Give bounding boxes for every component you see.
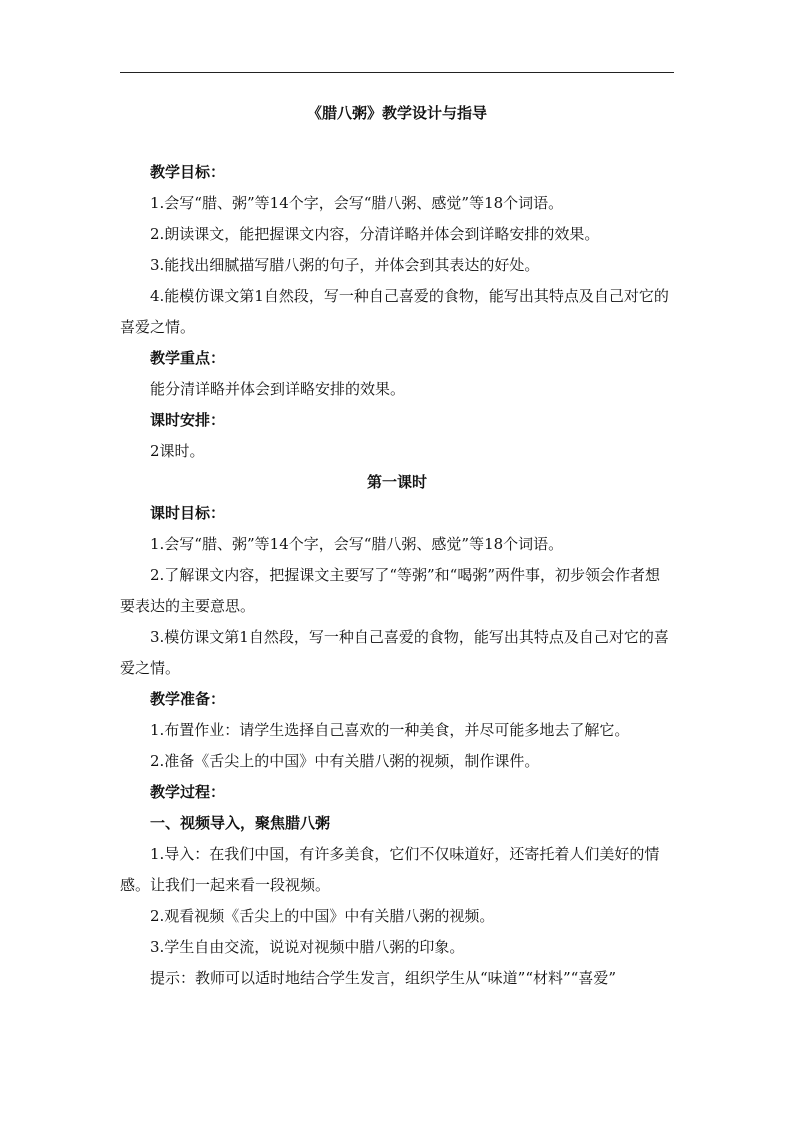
section-heading: 教学过程：: [150, 783, 226, 801]
paragraph-list: [120, 157, 674, 994]
section-heading: 教学重点：: [150, 349, 226, 367]
paragraph: 1.布置作业：请学生选择自己喜欢的一种美食，并尽可能多地去了解它。: [150, 721, 630, 739]
paragraph: 能分清详略并体会到详略安排的效果。: [150, 380, 406, 398]
paragraph: 1.导入：在我们中国，有许多美食，它们不仅味道好，还寄托着人们美好的情感。让我们一起来看一段视频。: [120, 845, 660, 894]
paragraph: 2.准备《舌尖上的中国》中有关腊八粥的视频，制作课件。: [150, 752, 540, 770]
section-heading: 第一课时: [366, 473, 427, 491]
document-body: [120, 96, 674, 994]
document-title: 《腊八粥》教学设计与指导: [306, 104, 487, 122]
paragraph: 3.能找出细腻描写腊八粥的句子，并体会到其表达的好处。: [150, 256, 540, 274]
section-heading: 一、视频导入，聚焦腊八粥: [150, 814, 331, 832]
paragraph: 4.能模仿课文第1自然段，写一种自己喜爱的食物，能写出其特点及自己对它的喜爱之情。: [120, 287, 669, 336]
paragraph: 2课时。: [150, 442, 205, 460]
paragraph: 2.观看视频《舌尖上的中国》中有关腊八粥的视频。: [150, 907, 495, 925]
paragraph: 2.朗读课文，能把握课文内容，分清详略并体会到详略安排的效果。: [150, 225, 600, 243]
header-rule: [120, 72, 674, 73]
section-heading: 教学准备：: [150, 690, 226, 708]
paragraph: 1.会写“腊、粥”等14个字，会写“腊八粥、感觉”等18个词语。: [150, 194, 564, 212]
section-heading: 教学目标：: [150, 163, 226, 181]
paragraph: 3.学生自由交流，说说对视频中腊八粥的印象。: [150, 938, 465, 956]
paragraph: 3.模仿课文第1自然段，写一种自己喜爱的食物，能写出其特点及自己对它的喜爱之情。: [120, 628, 669, 677]
paragraph: 1.会写“腊、粥”等14个字，会写“腊八粥、感觉”等18个词语。: [150, 535, 564, 553]
section-heading: 课时目标：: [150, 504, 226, 522]
paragraph: 提示：教师可以适时地结合学生发言，组织学生从“味道”“材料”“喜爱”: [150, 969, 617, 987]
section-heading: 课时安排：: [150, 411, 226, 429]
paragraph: 2.了解课文内容，把握课文主要写了“等粥”和“喝粥”两件事，初步领会作者想要表达的主要意思。: [120, 566, 660, 615]
